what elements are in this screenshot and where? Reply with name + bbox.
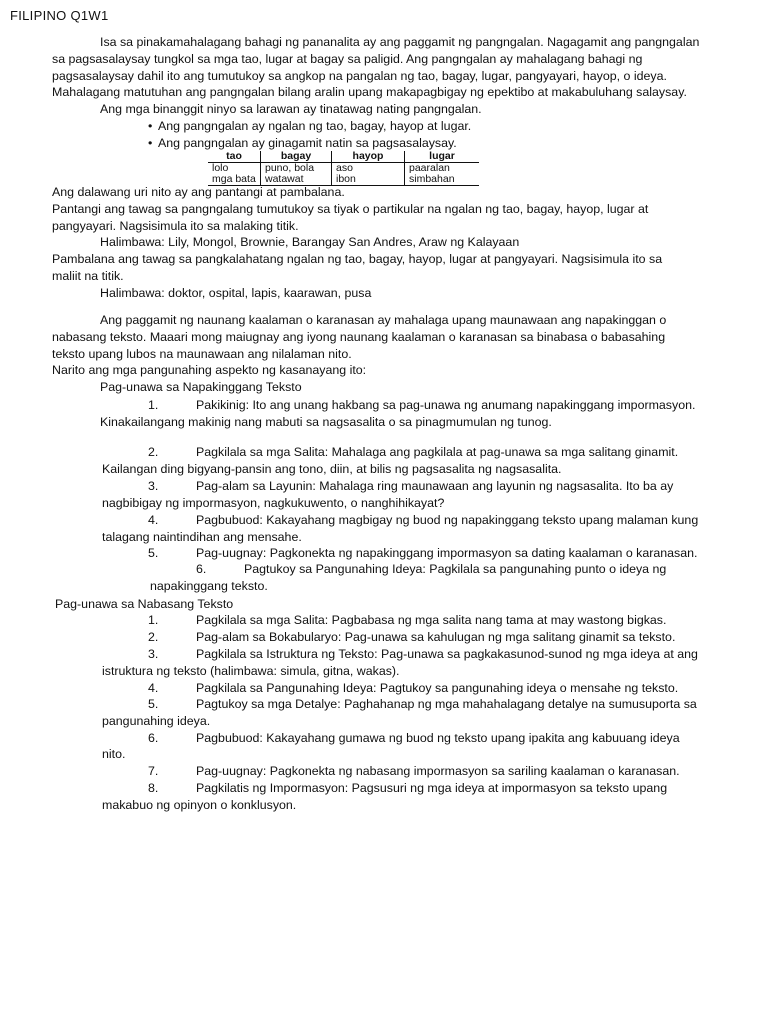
item-continuation: Kinakailangang makinig nang mabuti sa nagsasalita o sa pinagmumulan ng tunog. <box>100 415 552 429</box>
item-number: 2. <box>148 630 159 644</box>
text-line: Ang paggamit ng naunang kaalaman o karanasan ay mahalaga upang maunawaan ang napakinggan o <box>100 313 667 327</box>
item-continuation: istruktura ng teksto (halimbawa: simula, gitna, wakas). <box>102 664 400 678</box>
text-line: Mahalagang matutuhan ang pangngalan bilang aralin upang makapagbigay ng epektibo at makabuluhang salaysay. <box>52 85 687 100</box>
text-line: teksto upang lubos na maunawaan ang nilalaman nito. <box>52 346 352 361</box>
bullet-icon: • <box>148 135 153 150</box>
list-item <box>148 444 678 461</box>
item-continuation: Kailangan ding bigyang-pansin ang tono, diin, at bilis ng pagsasalita ng nagsasalita. <box>102 462 562 476</box>
list-item <box>148 612 666 629</box>
noun-table <box>208 151 479 186</box>
item-text: Pagbubuod: Kakayahang magbigay ng buod ng napakinggang teksto upang malaman kung <box>196 513 699 527</box>
list-item <box>148 696 697 713</box>
list-item <box>196 561 666 578</box>
item-number: 3. <box>148 479 159 493</box>
item-text: Pag-uugnay: Pagkonekta ng napakinggang impormasyon sa dating kaalaman o karanasan. <box>196 546 698 560</box>
item-continuation: nito. <box>102 747 126 761</box>
list-item <box>148 680 678 697</box>
item-text: Pagkilala sa Istruktura ng Teksto: Pag-unawa sa pagkakasunod-sunod ng mga ideya at ang <box>196 647 698 661</box>
list-item <box>148 478 673 495</box>
example-line: Halimbawa: doktor, ospital, lapis, kaarawan, pusa <box>100 285 372 300</box>
column-header: tao <box>208 151 261 163</box>
item-number: 3. <box>148 647 159 661</box>
bullet-item <box>52 118 732 135</box>
item-text: Pag-alam sa Layunin: Mahalaga ring maunawaan ang layunin ng nagsasalita. Ito ba ay <box>196 479 674 493</box>
section-title: Pag-unawa sa Napakinggang Teksto <box>100 380 302 395</box>
bullet-text: Ang pangngalan ay ngalan ng tao, bagay, hayop at lugar. <box>158 118 472 133</box>
item-number: 8. <box>148 781 159 795</box>
section-title: Pag-unawa sa Nabasang Teksto <box>55 597 234 611</box>
table-cell: aso <box>332 163 405 175</box>
item-number: 6. <box>148 731 159 745</box>
document-title: FILIPINO Q1W1 <box>10 8 109 23</box>
text-line: Pambalana ang tawag sa pangkalahatang ngalan ng tao, bagay, hayop, lugar at pangyayari. Nagsisimula ito sa <box>52 252 663 267</box>
table-header-row <box>208 151 479 163</box>
item-text: Pagkilala sa Pangunahing Ideya: Pagtukoy sa pangunahing ideya o mensahe ng teksto. <box>196 681 679 695</box>
item-number: 5. <box>148 697 159 711</box>
column-header: lugar <box>405 151 480 163</box>
item-text: Pagkilala sa mga Salita: Mahalaga ang pagkilala at pag-unawa sa mga salitang ginamit. <box>196 445 679 459</box>
list-item <box>148 545 697 562</box>
item-number: 6. <box>196 562 207 576</box>
item-text: Pagtukoy sa mga Detalye: Paghahanap ng mga mahahalagang detalye na sumusuporta sa <box>196 697 697 711</box>
text-line: pagsasalaysay dahil ito ang tumutukoy sa angkop na pangalan ng tao, bagay, lugar, pangyayari, hayop, o ideya. <box>52 68 667 83</box>
list-item <box>148 780 667 797</box>
item-text: Pagbubuod: Kakayahang gumawa ng buod ng teksto upang ipakita ang kabuuang ideya <box>196 731 680 745</box>
column-header: hayop <box>332 151 405 163</box>
item-text: Pagkilala sa mga Salita: Pagbabasa ng mga salita nang tama at may wastong bigkas. <box>196 613 667 627</box>
example-line: Halimbawa: Lily, Mongol, Brownie, Barangay San Andres, Araw ng Kalayaan <box>100 235 520 250</box>
bullet-text: Ang pangngalan ay ginagamit natin sa pagsasalaysay. <box>158 135 457 150</box>
column-header: bagay <box>261 151 332 163</box>
text-line: Ang dalawang uri nito ay ang pantangi at pambalana. <box>52 185 345 199</box>
list-item <box>148 646 698 663</box>
list-item <box>148 763 680 780</box>
item-number: 2. <box>148 445 159 459</box>
list-item <box>148 730 680 747</box>
text-line: Narito ang mga pangunahing aspekto ng kasanayang ito: <box>52 363 367 378</box>
intro-paragraph <box>52 34 732 152</box>
item-continuation: pangunahing ideya. <box>102 714 211 728</box>
table-cell: mga bata <box>208 174 261 186</box>
item-continuation: talagang naintindihan ang mensahe. <box>102 530 302 544</box>
item-text: Pagtukoy sa Pangunahing Ideya: Pagkilala sa pangunahing punto o ideya ng <box>244 562 667 576</box>
item-continuation: makabuo ng opinyon o konklusyon. <box>102 798 297 812</box>
table-cell: watawat <box>261 174 332 186</box>
text-line: maliit na titik. <box>52 268 124 283</box>
list-item <box>148 629 675 646</box>
noun-types-section <box>52 184 732 302</box>
item-number: 1. <box>148 613 159 627</box>
text-line: pangyayari. Nagsisimula ito sa malaking titik. <box>52 218 299 233</box>
item-text: Pakikinig: Ito ang unang hakbang sa pag-unawa ng anumang napakinggang impormasyon. <box>196 398 696 412</box>
table-cell: puno, bola <box>261 163 332 175</box>
text-line: Ang mga binanggit ninyo sa larawan ay tinatawag nating pangngalan. <box>100 102 482 117</box>
bullet-icon: • <box>148 118 153 133</box>
item-text: Pagkilatis ng Impormasyon: Pagsusuri ng mga ideya at impormasyon sa teksto upang <box>196 781 668 795</box>
text-line: Isa sa pinakamahalagang bahagi ng pananalita ay ang paggamit ng pangngalan. Nagagamit ang pangngalan <box>100 35 700 49</box>
bullet-item <box>52 135 732 152</box>
table-cell: lolo <box>212 162 229 174</box>
item-text: Pag-alam sa Bokabularyo: Pag-unawa sa kahulugan ng mga salitang ginamit sa teksto. <box>196 630 676 644</box>
list-item <box>148 397 695 414</box>
item-text: Pag-uugnay: Pagkonekta ng nabasang impormasyon sa sariling kaalaman o karanasan. <box>196 764 680 778</box>
prior-knowledge-section <box>52 312 732 396</box>
text-line: sa pagsasalaysay tungkol sa mga tao, lugar at bagay sa paligid. Ang pangngalan ay mahalagang bahagi ng <box>52 51 643 66</box>
text-line: Pantangi ang tawag sa pangngalang tumutukoy sa tiyak o partikular na ngalan ng tao, bagay, hayop, lugar at <box>52 201 649 216</box>
item-number: 7. <box>148 764 159 778</box>
text-line: nabasang teksto. Maaari mong maiugnay ang iyong naunang kaalaman o karanasan sa binabasa o babasahing <box>52 329 666 344</box>
table-cell: paaralan <box>405 163 480 175</box>
item-number: 5. <box>148 546 159 560</box>
table-cell: ibon <box>332 174 405 186</box>
list-item <box>148 512 698 529</box>
item-continuation: napakinggang teksto. <box>150 579 268 593</box>
item-continuation: nagbibigay ng impormasyon, nagkukuwento, o nanghihikayat? <box>102 496 445 510</box>
item-number: 1. <box>148 398 159 412</box>
table-cell: simbahan <box>405 174 480 186</box>
item-number: 4. <box>148 681 159 695</box>
item-number: 4. <box>148 513 159 527</box>
